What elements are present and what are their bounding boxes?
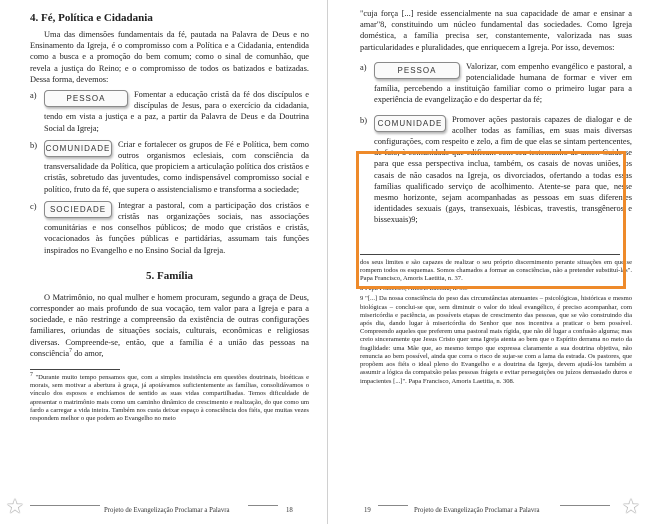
list-item-b-highlighted: [360, 114, 632, 226]
intro-paragraph: Uma das dimensões fundamentais da fé, pautada na Palavra de Deus e no Ensinamento da Igreja, é o compromisso com a Política e a Cidadania, entendida como a busca e a promoção do bem comum; como o sinal de comunhão, que revela a justiça do Reino; e o compromisso de todos os batizados e batizadas. Dessa forma, devemos:: [30, 30, 309, 84]
footnote-divider: [360, 254, 620, 255]
tag-sociedade: SOCIEDADE: [44, 201, 112, 218]
footnote-ref-7[interactable]: 7: [69, 348, 72, 355]
footer-rule: [378, 505, 408, 506]
page-footer-left: [0, 496, 328, 519]
right-page: [328, 0, 654, 524]
page-number: 19: [364, 507, 371, 514]
page-footer-right: [328, 496, 654, 519]
item-text: Fomentar a educação cristã da fé dos discípulos e discípulas de Jesus, para o exercício da cidadania, tendo em vista a justiça e a paz, a partir da Palavra de Deus e da Doutrina Social da Igreja;: [44, 90, 309, 133]
footer-rule: [560, 505, 610, 506]
list-item-a: [30, 89, 309, 134]
tag-comunidade: COMUNIDADE: [374, 115, 446, 132]
star-icon: ★: [622, 496, 640, 518]
footer-rule: [30, 505, 100, 506]
star-icon: ★: [6, 496, 24, 518]
footnote-8: 8 Papa Francisco, Amoris Laetitia, n. 53.: [360, 285, 468, 293]
list-item-b: [30, 139, 309, 195]
item-text: Criar e fortalecer os grupos de Fé e Política, bem como outros organismos eclesiais, com consciência da transversalidade da Política, que propiciem a articulação política dos cristãos e cristãs, sobretudo das juventudes, como indispensável compromisso social e político, fruto da fé, que supera o assistencialismo e transforma a sociedade;: [44, 139, 309, 194]
item-letter: c): [30, 201, 37, 211]
item-letter: a): [360, 62, 367, 72]
section-heading-faith-politics: 4. Fé, Política e Cidadania: [30, 12, 153, 24]
tag-comunidade: COMUNIDADE: [44, 140, 112, 157]
footnote-9: 9 "[...] Da nossa consciência do peso das circunstâncias atenuantes – psicológicas, históricas e mesmo biológicas – conclui-se que, sem diminuir o valor do ideal evangélico, é preciso acompanhar, com misericórdia e paciência, as possíveis etapas de crescimento das pessoas, que se vão construindo dia após dia, dando lugar à misericórdia do Senhor que nos incentiva a praticar o bem possível. Compreendo aqueles que preferem uma pastoral mais rígida, que não dê lugar a confusão alguma; mas creio sinceramente que Jesus Cristo quer uma Igreja atenta ao bem que o Espírito derrama no meio da fragilidade: uma Mãe que, ao mesmo tempo que expressa claramente a sua doutrina objetiva, não renuncia ao bem possível, ainda que corra o risco de sujar-se com a lama da estrada. Os pastores, que propõem aos fiéis o ideal pleno do Evangelho e a doutrina da Igreja, devem ajudá-los também a assumir a lógica da compaixão pelas pessoas frágeis e evitar perseguições ou juízos demasiado duros e impacientes [...]". Papa Francisco, Amoris Laetitia, n. 308.: [360, 295, 632, 385]
list-item-c: [30, 200, 309, 256]
item-text: Valorizar, com empenho evangélico e pastoral, a potencialidade humana de formar e viver em família, percebendo a instituição familiar como o primeiro lugar para a experiência de evangelização e do despertar da fé;: [374, 61, 632, 105]
item-letter: b): [30, 140, 37, 150]
section-heading-family: 5. Família: [145, 269, 194, 282]
item-text: Integrar a pastoral, com a participação dos cristãos e cristãs nas organizações sociais, nas associações comunitárias e nos conselhos públicos; de modo que cristãos e cristãs, vocacionados às funções públicas e partidárias, assumam tais funções inspirados no Evangelho e no Ensino Social da Igreja.: [44, 200, 309, 255]
footnote-divider: [30, 369, 120, 370]
family-paragraph: O Matrimônio, no qual mulher e homem procuram, segundo a graça de Deus, corresponder ao mais profundo de sua vocação, tem valor para a Igreja e para a sociedade, e não restringe a compreensão da existência de outras configurações familiares, oriundas de situações sociais, culturais, econômicas e religiosas diversas. Compreende-se, então, que a família é a união das pessoas na consciência$^7$ do amor,: [30, 292, 309, 358]
item-letter: b): [360, 115, 367, 125]
item-letter: a): [30, 91, 37, 101]
footer-title: Projeto de Evangelização Proclamar a Palavra: [104, 507, 230, 514]
tag-pessoa: PESSOA: [374, 62, 460, 79]
footer-title: Projeto de Evangelização Proclamar a Palavra: [414, 507, 540, 514]
list-item-a: [360, 61, 632, 106]
footnote-7-continued: dos seus limites e são capazes de realizar o seu próprio discernimento perante situações em que se rompem todos os esquemas. Somos chamados a formar as consciências, não a pretender substituí-las". Papa Francisco, Amoris Laetitia, n. 37.: [360, 258, 632, 283]
footnote-7: $^7$ "Durante muito tempo pensamos que, com a simples insistência em questões doutrinais, bioéticas e morais, sem motivar a abertura à graça, já apoiávamos suficientemente as famílias, consolidávamos o vínculo dos esposos e enchíamos de sentido as suas vidas compartilhadas. Temos dificuldade de apresentar o matrimônio mais como um caminho dinâmico de crescimento e realização, do que como um fardo a carregar a vida inteira. Também nos custa deixar espaço à consciência dos fiéis, que muitas vezes respondem melhor o que podem ao Evangelho no meio: [30, 371, 309, 423]
family-continuation: "cuja força [...] reside essencialmente na sua capacidade de amar e ensinar a amar"8, constituindo um núcleo fundamental das sociedades. Como Igreja doméstica, a família precisa ser, constantemente, valorizada nas suas particularidades e pluralidades, que enriquecem a Igreja. Por isso, devemos:: [360, 9, 632, 52]
tag-pessoa: PESSOA: [44, 90, 128, 107]
item-text: Promover ações pastorais capazes de dialogar e de acolher todas as famílias, em suas mais diversas configurações, com respeito e zelo, a fim de que elas se sintam pertencentes, de fato, à comunidade que edificam com seu testemunho de amor. Cuide-se para que essa perspectiva inclua, também, os casais de novas uniões, os casais de não casados na Igreja, os divorciados, ofertando a todas essas famílias qualificado serviço de acolhimento. Atente-se para que, nesse mesmo horizonte, sejam acompanhadas as pessoas em suas diferentes identidades sexuais (gays, transexuais, lésbicas, travestis, transgêneros e bissexuais)9;: [374, 114, 632, 225]
footer-rule: [248, 505, 278, 506]
page-number: 18: [286, 507, 293, 514]
